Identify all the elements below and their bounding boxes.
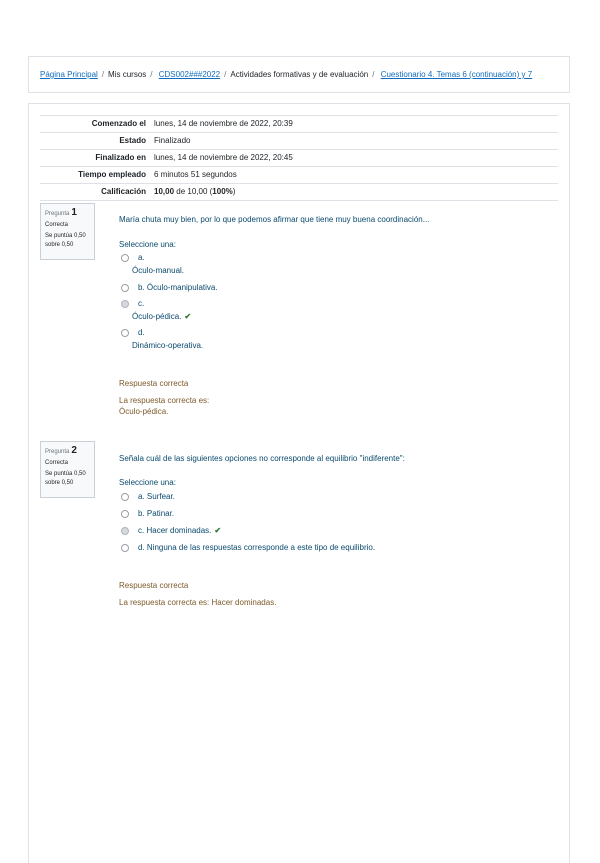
option-text: Surfear. bbox=[146, 492, 175, 501]
breadcrumb-separator: / bbox=[372, 70, 375, 79]
grade-percent: 100% bbox=[212, 187, 233, 196]
summary-row bbox=[40, 133, 558, 150]
question-grade: Se puntúa 0,50 sobre 0,50 bbox=[45, 233, 86, 248]
summary-row bbox=[40, 150, 558, 167]
question-number: Pregunta 1 bbox=[45, 207, 77, 218]
summary-row bbox=[40, 167, 558, 184]
summary-value: 6 minutos 51 segundos bbox=[154, 170, 237, 179]
check-icon: ✔ bbox=[184, 312, 192, 321]
breadcrumb-courses: Mis cursos bbox=[108, 70, 147, 79]
summary-value: Finalizado bbox=[154, 136, 191, 145]
summary-label: Finalizado en bbox=[95, 153, 146, 162]
question-state: Correcta bbox=[45, 460, 69, 466]
question-2-option-a[interactable]: a. Surfear. bbox=[121, 490, 175, 503]
option-text: Óculo-pédica. ✔ bbox=[132, 312, 192, 321]
summary-row-grade bbox=[40, 184, 558, 201]
check-icon: ✔ bbox=[214, 526, 222, 535]
breadcrumb-container bbox=[28, 56, 570, 93]
breadcrumb bbox=[40, 70, 532, 79]
option-text: Hacer dominadas. bbox=[146, 526, 212, 535]
breadcrumb-course-link[interactable]: CDS002###2022 bbox=[158, 70, 221, 79]
summary-label: Tiempo empleado bbox=[78, 170, 146, 179]
question-1-option-d[interactable]: d. Dinámico-operativa. bbox=[121, 326, 203, 352]
breadcrumb-section: Actividades formativas y de evaluación bbox=[230, 70, 369, 79]
radio-button[interactable] bbox=[121, 493, 129, 501]
breadcrumb-separator: / bbox=[150, 70, 153, 79]
breadcrumb-home-link[interactable]: Página Principal bbox=[40, 70, 98, 79]
question-1-prompt: Seleccione una: bbox=[119, 240, 176, 249]
radio-button[interactable] bbox=[121, 544, 129, 552]
summary-label: Calificación bbox=[101, 187, 146, 196]
question-1-info bbox=[40, 203, 95, 260]
radio-button[interactable] bbox=[121, 329, 129, 337]
question-2-option-d[interactable]: d. Ninguna de las respuestas corresponde a este tipo de equilibrio. bbox=[121, 541, 375, 554]
radio-button[interactable] bbox=[121, 510, 129, 518]
question-state: Correcta bbox=[45, 222, 69, 228]
question-2-prompt: Seleccione una: bbox=[119, 478, 176, 487]
question-grade: Se puntúa 0,50 sobre 0,50 bbox=[45, 471, 86, 486]
summary-label: Estado bbox=[119, 136, 146, 145]
question-2-text: Señala cuál de las siguientes opciones no corresponde al equilibrio "indiferente": bbox=[119, 454, 405, 463]
option-text: Ninguna de las respuestas corresponde a este tipo de equilibrio. bbox=[146, 543, 376, 552]
summary-row bbox=[40, 116, 558, 133]
radio-button[interactable] bbox=[121, 284, 129, 292]
option-text: Dinámico-operativa. bbox=[132, 341, 204, 350]
question-number: Pregunta 2 bbox=[45, 445, 77, 456]
breadcrumb-separator: / bbox=[101, 70, 105, 79]
question-2-correct-answer: La respuesta correcta es: Hacer dominadas. bbox=[119, 598, 277, 607]
question-1-option-a[interactable]: a. Óculo-manual. bbox=[121, 251, 184, 277]
question-2-feedback: Respuesta correcta bbox=[119, 581, 189, 590]
radio-button-selected[interactable] bbox=[121, 300, 129, 308]
option-text: Óculo-manual. bbox=[132, 266, 185, 275]
question-1-text: María chuta muy bien, por lo que podemos afirmar que tiene muy buena coordinación... bbox=[119, 215, 430, 224]
question-1-option-b[interactable]: b. Óculo-manipulativa. bbox=[121, 281, 218, 294]
radio-button-selected[interactable] bbox=[121, 527, 129, 535]
question-2-option-c[interactable]: c. Hacer dominadas. ✔ bbox=[121, 524, 221, 537]
question-1-correct-answer: La respuesta correcta es: Óculo-pédica. bbox=[119, 396, 210, 416]
grade-score: 10,00 bbox=[154, 187, 175, 196]
question-2-info bbox=[40, 441, 95, 498]
question-1-option-c[interactable]: c. Óculo-pédica. ✔ bbox=[121, 297, 191, 323]
summary-value: lunes, 14 de noviembre de 2022, 20:45 bbox=[154, 153, 293, 162]
option-text: Óculo-manipulativa. bbox=[146, 283, 218, 292]
breadcrumb-quiz-link[interactable]: Cuestionario 4. Temas 6 (continuación) y 7 bbox=[380, 70, 533, 79]
question-2-option-b[interactable]: b. Patinar. bbox=[121, 507, 174, 520]
breadcrumb-separator: / bbox=[224, 70, 227, 79]
radio-button[interactable] bbox=[121, 254, 129, 262]
summary-label: Comenzado el bbox=[91, 119, 146, 128]
grade-value: 10,00 de 10,00 (100%) bbox=[154, 187, 236, 196]
attempt-summary-table bbox=[40, 115, 558, 201]
question-1-feedback: Respuesta correcta bbox=[119, 379, 189, 388]
option-text: Patinar. bbox=[146, 509, 175, 518]
grade-of: de 10,00 bbox=[176, 187, 208, 196]
summary-value: lunes, 14 de noviembre de 2022, 20:39 bbox=[154, 119, 293, 128]
